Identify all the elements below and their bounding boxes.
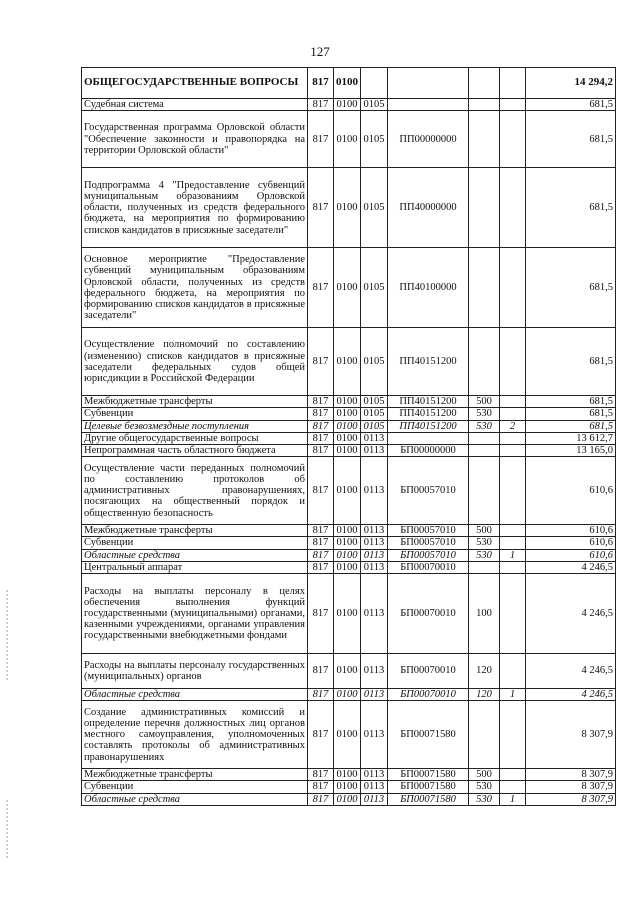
expense-type-code: 530 [469,537,500,549]
grbs-code: 817 [308,168,334,248]
amount: 8 307,9 [526,769,616,781]
subsection-code: 0113 [361,689,388,701]
expense-type-code: 500 [469,769,500,781]
section-code: 0100 [334,654,361,689]
section-code: 0100 [334,420,361,432]
row-name: Межбюджетные трансферты [82,396,308,408]
section-code: 0100 [334,432,361,444]
grbs-code: 817 [308,793,334,805]
row-name: Областные средства [82,689,308,701]
funding-source-code [500,654,526,689]
section-code: 0100 [334,769,361,781]
amount: 4 246,5 [526,689,616,701]
section-code: 0100 [334,689,361,701]
grbs-code: 817 [308,68,334,99]
subsection-code: 0113 [361,654,388,689]
expense-type-code [469,445,500,457]
grbs-code: 817 [308,432,334,444]
expense-type-code: 120 [469,689,500,701]
margin-scan-mark [6,800,8,860]
target-article-code: БП00071580 [388,769,469,781]
subsection-code: 0113 [361,574,388,654]
table-row [82,769,616,781]
table-row [82,248,616,328]
grbs-code: 817 [308,561,334,573]
table-row [82,793,616,805]
funding-source-code: 2 [500,420,526,432]
amount: 8 307,9 [526,781,616,793]
subsection-code: 0105 [361,111,388,168]
row-name: Осуществление части переданных полномочий по составлению протоколов об административных правонарушениях, посягающих на общественный порядок и общественную безопасность [82,457,308,525]
grbs-code: 817 [308,457,334,525]
expense-type-code [469,561,500,573]
target-article-code: БП00057010 [388,525,469,537]
table-row [82,420,616,432]
row-name: Субвенции [82,408,308,420]
funding-source-code [500,537,526,549]
section-code: 0100 [334,408,361,420]
row-name: Межбюджетные трансферты [82,769,308,781]
budget-table-body [82,68,616,806]
amount: 8 307,9 [526,793,616,805]
expense-type-code [469,168,500,248]
grbs-code: 817 [308,408,334,420]
funding-source-code [500,525,526,537]
target-article-code: ПП40100000 [388,248,469,328]
expense-type-code [469,99,500,111]
expense-type-code [469,248,500,328]
section-code: 0100 [334,561,361,573]
table-row [82,781,616,793]
funding-source-code [500,701,526,769]
row-name: Целевые безвозмездные поступления [82,420,308,432]
table-row [82,68,616,99]
row-name: Государственная программа Орловской области "Обеспечение законности и правопорядка на территории Орловской области" [82,111,308,168]
funding-source-code [500,574,526,654]
row-name: Осуществление полномочий по составлению (изменению) списков кандидатов в присяжные заседатели федеральных судов общей юрисдикции в Российской Федерации [82,328,308,396]
subsection-code: 0113 [361,525,388,537]
funding-source-code [500,111,526,168]
section-code: 0100 [334,68,361,99]
subsection-code: 0105 [361,248,388,328]
target-article-code [388,99,469,111]
funding-source-code [500,248,526,328]
funding-source-code [500,408,526,420]
funding-source-code [500,561,526,573]
target-article-code: БП00057010 [388,549,469,561]
section-code: 0100 [334,574,361,654]
section-code: 0100 [334,549,361,561]
target-article-code: БП00070010 [388,574,469,654]
subsection-code [361,68,388,99]
amount: 14 294,2 [526,68,616,99]
section-code: 0100 [334,793,361,805]
funding-source-code [500,769,526,781]
table-row [82,99,616,111]
funding-source-code [500,68,526,99]
table-row [82,111,616,168]
funding-source-code [500,328,526,396]
grbs-code: 817 [308,654,334,689]
grbs-code: 817 [308,445,334,457]
table-row [82,537,616,549]
table-row [82,574,616,654]
expense-type-code: 530 [469,793,500,805]
section-code: 0100 [334,99,361,111]
target-article-code: БП00071580 [388,701,469,769]
section-code: 0100 [334,457,361,525]
amount: 681,5 [526,408,616,420]
target-article-code: ПП00000000 [388,111,469,168]
target-article-code: БП00000000 [388,445,469,457]
expense-type-code [469,68,500,99]
amount: 8 307,9 [526,701,616,769]
subsection-code: 0113 [361,781,388,793]
grbs-code: 817 [308,525,334,537]
grbs-code: 817 [308,99,334,111]
target-article-code: ПП40000000 [388,168,469,248]
grbs-code: 817 [308,328,334,396]
table-row [82,328,616,396]
target-article-code [388,432,469,444]
amount: 681,5 [526,168,616,248]
table-row [82,408,616,420]
section-code: 0100 [334,396,361,408]
grbs-code: 817 [308,396,334,408]
section-code: 0100 [334,525,361,537]
amount: 4 246,5 [526,654,616,689]
target-article-code: БП00070010 [388,654,469,689]
expense-type-code [469,432,500,444]
funding-source-code [500,168,526,248]
table-row [82,689,616,701]
table-row [82,654,616,689]
funding-source-code: 1 [500,689,526,701]
target-article-code: БП00070010 [388,561,469,573]
subsection-code: 0105 [361,396,388,408]
grbs-code: 817 [308,574,334,654]
section-code: 0100 [334,328,361,396]
funding-source-code [500,445,526,457]
row-name: Создание административных комиссий и определение перечня должностных лиц органов местного самоуправления, уполномоченных составлять протоколы об административных правонарушениях [82,701,308,769]
amount: 681,5 [526,99,616,111]
target-article-code: ПП40151200 [388,408,469,420]
subsection-code: 0105 [361,168,388,248]
amount: 681,5 [526,328,616,396]
row-name: Субвенции [82,781,308,793]
funding-source-code [500,432,526,444]
expense-type-code [469,111,500,168]
expense-type-code: 120 [469,654,500,689]
subsection-code: 0113 [361,561,388,573]
subsection-code: 0105 [361,420,388,432]
row-name: Центральный аппарат [82,561,308,573]
target-article-code: БП00070010 [388,689,469,701]
row-name: Областные средства [82,793,308,805]
section-code: 0100 [334,445,361,457]
grbs-code: 817 [308,769,334,781]
section-code: 0100 [334,537,361,549]
section-code: 0100 [334,701,361,769]
expense-type-code: 530 [469,408,500,420]
amount: 681,5 [526,111,616,168]
table-row [82,432,616,444]
expense-type-code: 500 [469,525,500,537]
row-name: Расходы на выплаты персоналу в целях обеспечения выполнения функций государственными (муниципальными) органами, казенными учреждениями, органами управления государственными внебюджетными фондами [82,574,308,654]
expense-type-code [469,701,500,769]
row-name: Субвенции [82,537,308,549]
funding-source-code [500,457,526,525]
row-name: Непрограммная часть областного бюджета [82,445,308,457]
row-name: Судебная система [82,99,308,111]
expense-type-code: 530 [469,781,500,793]
grbs-code: 817 [308,781,334,793]
grbs-code: 817 [308,111,334,168]
row-name: Областные средства [82,549,308,561]
target-article-code [388,68,469,99]
section-code: 0100 [334,111,361,168]
amount: 610,6 [526,537,616,549]
table-row [82,561,616,573]
subsection-code: 0105 [361,99,388,111]
grbs-code: 817 [308,701,334,769]
margin-scan-mark [6,590,8,680]
subsection-code: 0113 [361,457,388,525]
amount: 4 246,5 [526,574,616,654]
target-article-code: БП00057010 [388,457,469,525]
amount: 681,5 [526,396,616,408]
funding-source-code: 1 [500,793,526,805]
row-name: Подпрограмма 4 "Предоставление субвенций муниципальным образованиям Орловской области, полученных из средств федерального бюджета, на мероприятия по формированию списков кандидатов в присяжные заседатели" [82,168,308,248]
grbs-code: 817 [308,549,334,561]
subsection-code: 0105 [361,408,388,420]
table-row [82,457,616,525]
row-name: ОБЩЕГОСУДАРСТВЕННЫЕ ВОПРОСЫ [82,68,308,99]
amount: 610,6 [526,525,616,537]
subsection-code: 0113 [361,432,388,444]
funding-source-code: 1 [500,549,526,561]
amount: 610,6 [526,549,616,561]
expense-type-code: 500 [469,396,500,408]
funding-source-code [500,99,526,111]
row-name: Основное мероприятие "Предоставление субвенций муниципальным образованиям Орловской области, полученных из средств федерального бюджета, на мероприятия по формированию списков кандидатов в присяжные заседатели" [82,248,308,328]
subsection-code: 0113 [361,549,388,561]
row-name: Расходы на выплаты персоналу государственных (муниципальных) органов [82,654,308,689]
target-article-code: ПП40151200 [388,420,469,432]
expense-type-code [469,328,500,396]
subsection-code: 0113 [361,769,388,781]
grbs-code: 817 [308,248,334,328]
table-row [82,396,616,408]
table-row [82,701,616,769]
amount: 681,5 [526,420,616,432]
grbs-code: 817 [308,420,334,432]
table-row [82,525,616,537]
section-code: 0100 [334,781,361,793]
expense-type-code [469,457,500,525]
target-article-code: БП00071580 [388,793,469,805]
target-article-code: ПП40151200 [388,328,469,396]
target-article-code: ПП40151200 [388,396,469,408]
funding-source-code [500,781,526,793]
amount: 681,5 [526,248,616,328]
subsection-code: 0113 [361,701,388,769]
row-name: Межбюджетные трансферты [82,525,308,537]
expense-type-code: 530 [469,549,500,561]
row-name: Другие общегосударственные вопросы [82,432,308,444]
amount: 610,6 [526,457,616,525]
budget-table [81,67,616,806]
amount: 4 246,5 [526,561,616,573]
section-code: 0100 [334,168,361,248]
grbs-code: 817 [308,689,334,701]
table-row [82,549,616,561]
table-row [82,445,616,457]
table-row [82,168,616,248]
target-article-code: БП00071580 [388,781,469,793]
subsection-code: 0105 [361,328,388,396]
grbs-code: 817 [308,537,334,549]
funding-source-code [500,396,526,408]
subsection-code: 0113 [361,793,388,805]
amount: 13 612,7 [526,432,616,444]
section-code: 0100 [334,248,361,328]
amount: 13 165,0 [526,445,616,457]
expense-type-code: 530 [469,420,500,432]
target-article-code: БП00057010 [388,537,469,549]
subsection-code: 0113 [361,445,388,457]
subsection-code: 0113 [361,537,388,549]
expense-type-code: 100 [469,574,500,654]
page-number: 127 [310,44,330,59]
